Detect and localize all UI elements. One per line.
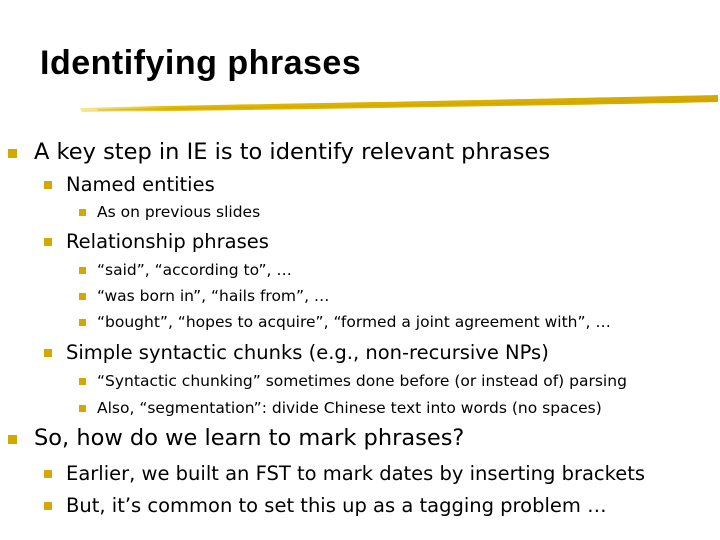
bullet-text: Earlier, we built an FST to mark dates by inserting brackets: [66, 462, 646, 485]
bullet-marker: [44, 502, 52, 510]
bullet-text: As on previous slides: [97, 203, 261, 221]
bullet-1-1: [66, 173, 215, 196]
bullet-1: [34, 139, 550, 165]
bullet-marker: [79, 209, 86, 216]
title-underline: [78, 92, 720, 116]
bullet-marker: [8, 149, 17, 158]
bullet-2-2: [66, 494, 607, 517]
bullet-text: Named entities: [66, 173, 215, 196]
bullet-marker: [79, 405, 86, 412]
bullet-text: Also, “segmentation”: divide Chinese text into words (no spaces): [97, 399, 602, 417]
bullet-text: Relationship phrases: [66, 230, 269, 253]
bullet-text: “said”, “according to”, …: [97, 261, 292, 279]
bullet-1-3-1: [97, 372, 627, 390]
bullet-marker: [79, 267, 86, 274]
bullet-1-3-2: [97, 399, 602, 417]
bullet-marker: [44, 238, 52, 246]
bullet-marker: [79, 378, 86, 385]
bullet-1-2-1: [97, 261, 292, 279]
bullet-1-2: [66, 230, 269, 253]
bullet-text: “was born in”, “hails from”, …: [97, 287, 330, 305]
bullet-marker: [44, 349, 52, 357]
bullet-text: But, it’s common to set this up as a tagging problem …: [66, 494, 607, 517]
bullet-text: “Syntactic chunking” sometimes done before (or instead of) parsing: [97, 372, 627, 390]
bullet-marker: [44, 181, 52, 189]
bullet-text: Simple syntactic chunks (e.g., non-recursive NPs): [66, 341, 549, 364]
bullet-marker: [79, 319, 86, 326]
bullet-marker: [8, 435, 17, 444]
bullet-1-1-1: [97, 203, 260, 221]
bullet-text: “bought”, “hopes to acquire”, “formed a joint agreement with”, …: [97, 313, 611, 331]
bullet-1-2-2: [97, 287, 329, 305]
bullet-marker: [44, 470, 52, 478]
bullet-text: So, how do we learn to mark phrases?: [34, 425, 465, 451]
bullet-marker: [79, 293, 86, 300]
slide-title: Identifying phrases: [40, 44, 362, 82]
bullet-2-1: [66, 462, 645, 485]
bullet-2: [34, 425, 464, 451]
bullet-1-2-3: [97, 313, 611, 331]
bullet-text: A key step in IE is to identify relevant phrases: [34, 139, 551, 165]
bullet-1-3: [66, 341, 549, 364]
